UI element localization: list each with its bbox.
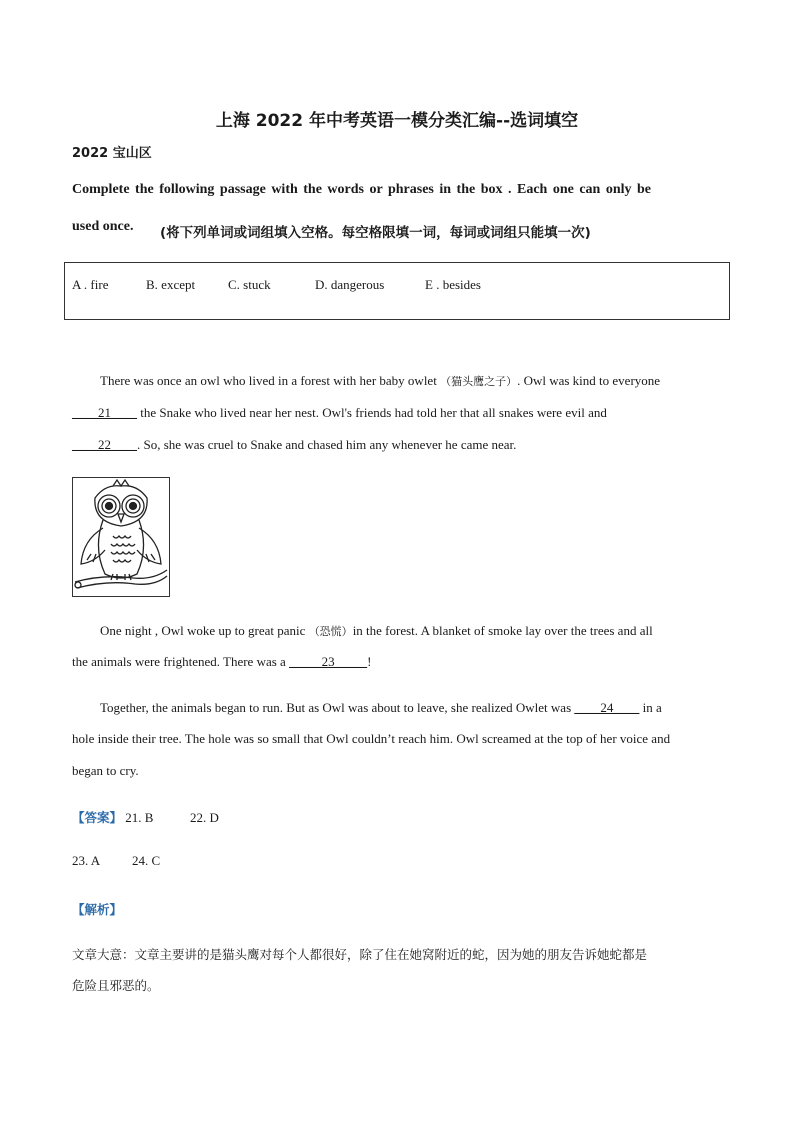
passage-p2-line1 (100, 623, 653, 639)
blank-24[interactable]: ____24____ (574, 700, 640, 715)
analysis-line-2: 危险且邪恶的。 (72, 978, 160, 993)
blank-21[interactable]: ____21____ (72, 405, 137, 420)
answer-line-2 (72, 853, 160, 869)
answer-line-1 (72, 808, 219, 826)
blank-22[interactable]: ____22____ (72, 437, 137, 452)
passage-p3-line2: hole inside their tree. The hole was so small that Owl couldn’t reach him. Owl screamed at the top of her voice and (72, 731, 671, 746)
instructions-line-2: used once. (72, 219, 134, 234)
owl-illustration (72, 477, 170, 597)
answer-tag: 【答案】 (72, 810, 123, 825)
option-e: E . besides (425, 277, 481, 292)
passage-p1-line1 (100, 373, 660, 389)
page-title: 上海 2022 年中考英语一模分类汇编--选词填空 (215, 111, 579, 131)
option-d: D. dangerous (315, 277, 385, 292)
passage-p3-line1 (100, 700, 662, 716)
instructions-chinese: (将下列单词或词组填入空格。每空格限填一词，每词或词组只能填一次) (160, 225, 591, 241)
text-span: One night , Owl woke up to great panic (100, 623, 306, 638)
answer-23: 23. A (72, 853, 100, 868)
passage-p3-line3: began to cry. (72, 763, 139, 778)
text-span: in a (642, 700, 662, 715)
answer-21: 21. B (125, 810, 154, 825)
option-c: C. stuck (228, 277, 271, 292)
text-span: the animals were frightened. There was a (72, 654, 286, 669)
passage-p1-line2 (72, 405, 607, 421)
owl-icon (73, 478, 169, 596)
analysis-line-1: 文章大意：文章主要讲的是猫头鹰对每个人都很好，除了住在她窝附近的蛇，因为她的朋友告诉她蛇都是 (72, 947, 648, 962)
instructions-line-1: Complete the following passage with the words or phrases in the box . Each one can only be (72, 182, 651, 197)
answer-22: 22. D (189, 810, 219, 825)
text-span: There was once an owl who lived in a forest with her baby owlet (100, 373, 437, 388)
district-heading: 2022 宝山区 (72, 146, 152, 161)
text-span: Together, the animals began to run. But as Owl was about to leave, she realized Owlet was (100, 700, 572, 715)
passage-p1-line3 (72, 437, 516, 453)
passage-p2-line2 (72, 654, 371, 670)
text-span: ! (367, 654, 372, 669)
gloss-owlet: （猫头鹰之子） (440, 375, 518, 388)
analysis-tag: 【解析】 (72, 902, 123, 917)
gloss-panic: （恐慌） (308, 625, 353, 638)
text-span: the Snake who lived near her nest. Owl's friends had told her that all snakes were evil and (137, 405, 607, 420)
answer-24: 24. C (131, 853, 161, 868)
blank-23[interactable]: _____23_____ (289, 654, 368, 669)
option-b: B. except (146, 277, 196, 292)
option-a: A . fire (72, 277, 109, 292)
text-span: . So, she was cruel to Snake and chased him any whenever he came near. (137, 437, 517, 452)
text-span: in the forest. A blanket of smoke lay over the trees and all (352, 623, 653, 638)
text-span: . Owl was kind to everyone (517, 373, 661, 388)
